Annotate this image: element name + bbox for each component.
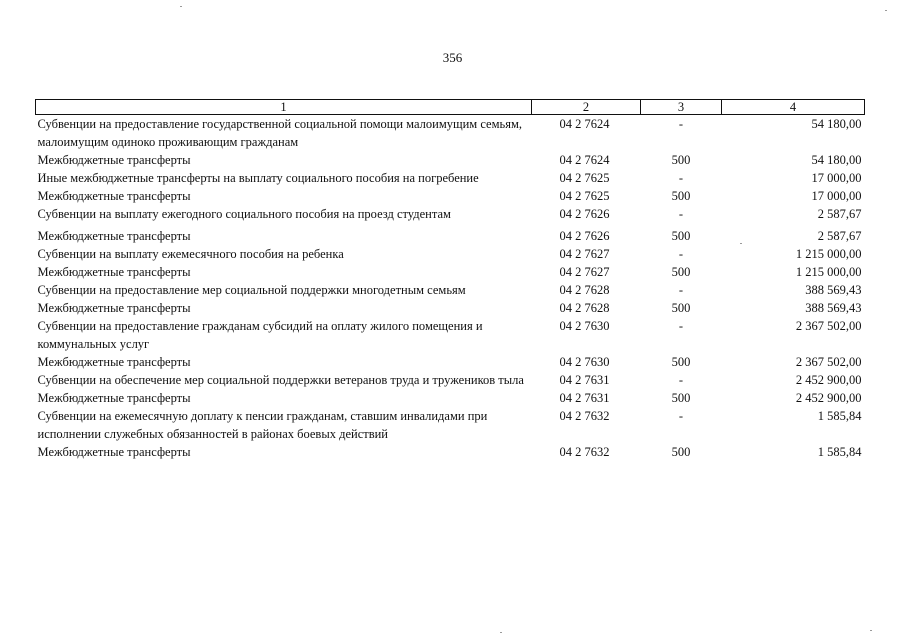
row-name: Межбюджетные трансферты [37,265,191,279]
table-row [36,353,865,371]
table-body [36,115,865,462]
row-code: 04 2 7624 [559,117,610,131]
row-name: Иные межбюджетные трансферты на выплату социального пособия на погребение [37,171,479,185]
row-code: 04 2 7627 [559,265,610,279]
row-amount: 1 585,84 [817,445,862,459]
header-col-2: 2 [532,100,641,115]
table-header [36,100,865,115]
row-code: 04 2 7632 [559,409,610,423]
budget-table [35,99,865,461]
row-code: 04 2 7628 [559,301,610,315]
page-number: 356 [442,50,463,65]
row-code: 04 2 7624 [559,153,610,167]
row-expense-type: - [678,409,684,423]
row-expense-type: - [678,171,684,185]
header-col-4: 4 [722,100,865,115]
row-amount: 2 367 502,00 [795,355,862,369]
row-name: Межбюджетные трансферты [37,189,191,203]
row-amount: 2 587,67 [817,207,862,221]
row-code: 04 2 7628 [559,283,610,297]
row-amount: 17 000,00 [811,189,862,203]
row-amount: 17 000,00 [811,171,862,185]
row-amount: 1 585,84 [817,409,862,423]
row-name: Субвенции на выплату ежемесячного пособия на ребенка [37,247,344,261]
table-row [36,389,865,407]
table-row [36,407,865,443]
row-name: Межбюджетные трансферты [37,229,191,243]
row-code: 04 2 7632 [559,445,610,459]
scan-speck [740,243,742,244]
scan-speck [870,630,872,631]
row-amount: 2 587,67 [817,229,862,243]
row-code: 04 2 7626 [559,229,610,243]
row-code: 04 2 7630 [559,355,610,369]
table-row [36,299,865,317]
row-name: Субвенции на предоставление государственной социальной помощи малоимущим семьям, малоимущим одиноко проживающим гражданам [37,117,522,149]
row-amount: 1 215 000,00 [795,247,862,261]
row-expense-type: - [678,247,684,261]
row-amount: 54 180,00 [811,153,862,167]
scan-speck [500,632,502,633]
table-row [36,371,865,389]
row-expense-type: 500 [671,301,691,315]
row-amount: 2 367 502,00 [795,319,862,333]
table-row [36,443,865,461]
row-expense-type: 500 [671,229,691,243]
row-amount: 54 180,00 [811,117,862,131]
table-row [36,205,865,223]
header-col-1: 1 [36,100,532,115]
row-name: Субвенции на выплату ежегодного социального пособия на проезд студентам [37,207,451,221]
row-name: Субвенции на ежемесячную доплату к пенсии гражданам, ставшим инвалидами при исполнении служебных обязанностей в районах боевых действий [37,409,488,441]
table-row [36,263,865,281]
row-name: Субвенции на предоставление гражданам субсидий на оплату жилого помещения и коммунальных услуг [37,319,483,351]
row-expense-type: 500 [671,391,691,405]
row-name: Межбюджетные трансферты [37,301,191,315]
row-name: Субвенции на предоставление мер социальной поддержки многодетным семьям [37,283,466,297]
row-expense-type: - [678,207,684,221]
row-name: Субвенции на обеспечение мер социальной поддержки ветеранов труда и тружеников тыла [37,373,524,387]
header-row [36,100,865,115]
row-code: 04 2 7626 [559,207,610,221]
table-row [36,187,865,205]
row-code: 04 2 7631 [559,391,610,405]
row-expense-type: 500 [671,153,691,167]
scan-speck [180,6,182,7]
row-amount: 2 452 900,00 [795,391,862,405]
row-code: 04 2 7625 [559,171,610,185]
row-amount: 388 569,43 [805,301,862,315]
row-expense-type: - [678,117,684,131]
budget-table-container [35,99,864,461]
row-code: 04 2 7625 [559,189,610,203]
row-expense-type: - [678,373,684,387]
table-row [36,245,865,263]
scan-speck [885,10,887,11]
table-row [36,281,865,299]
row-name: Межбюджетные трансферты [37,391,191,405]
row-amount: 1 215 000,00 [795,265,862,279]
row-expense-type: - [678,319,684,333]
table-row [36,169,865,187]
row-expense-type: 500 [671,265,691,279]
table-row [36,151,865,169]
table-row [36,317,865,353]
row-expense-type: 500 [671,355,691,369]
header-col-3: 3 [641,100,722,115]
table-row [36,115,865,152]
table-row [36,223,865,245]
row-expense-type: 500 [671,189,691,203]
row-code: 04 2 7630 [559,319,610,333]
row-expense-type: 500 [671,445,691,459]
row-amount: 2 452 900,00 [795,373,862,387]
row-name: Межбюджетные трансферты [37,153,191,167]
row-code: 04 2 7627 [559,247,610,261]
row-code: 04 2 7631 [559,373,610,387]
row-amount: 388 569,43 [805,283,862,297]
row-name: Межбюджетные трансферты [37,355,191,369]
row-expense-type: - [678,283,684,297]
row-name: Межбюджетные трансферты [37,445,191,459]
